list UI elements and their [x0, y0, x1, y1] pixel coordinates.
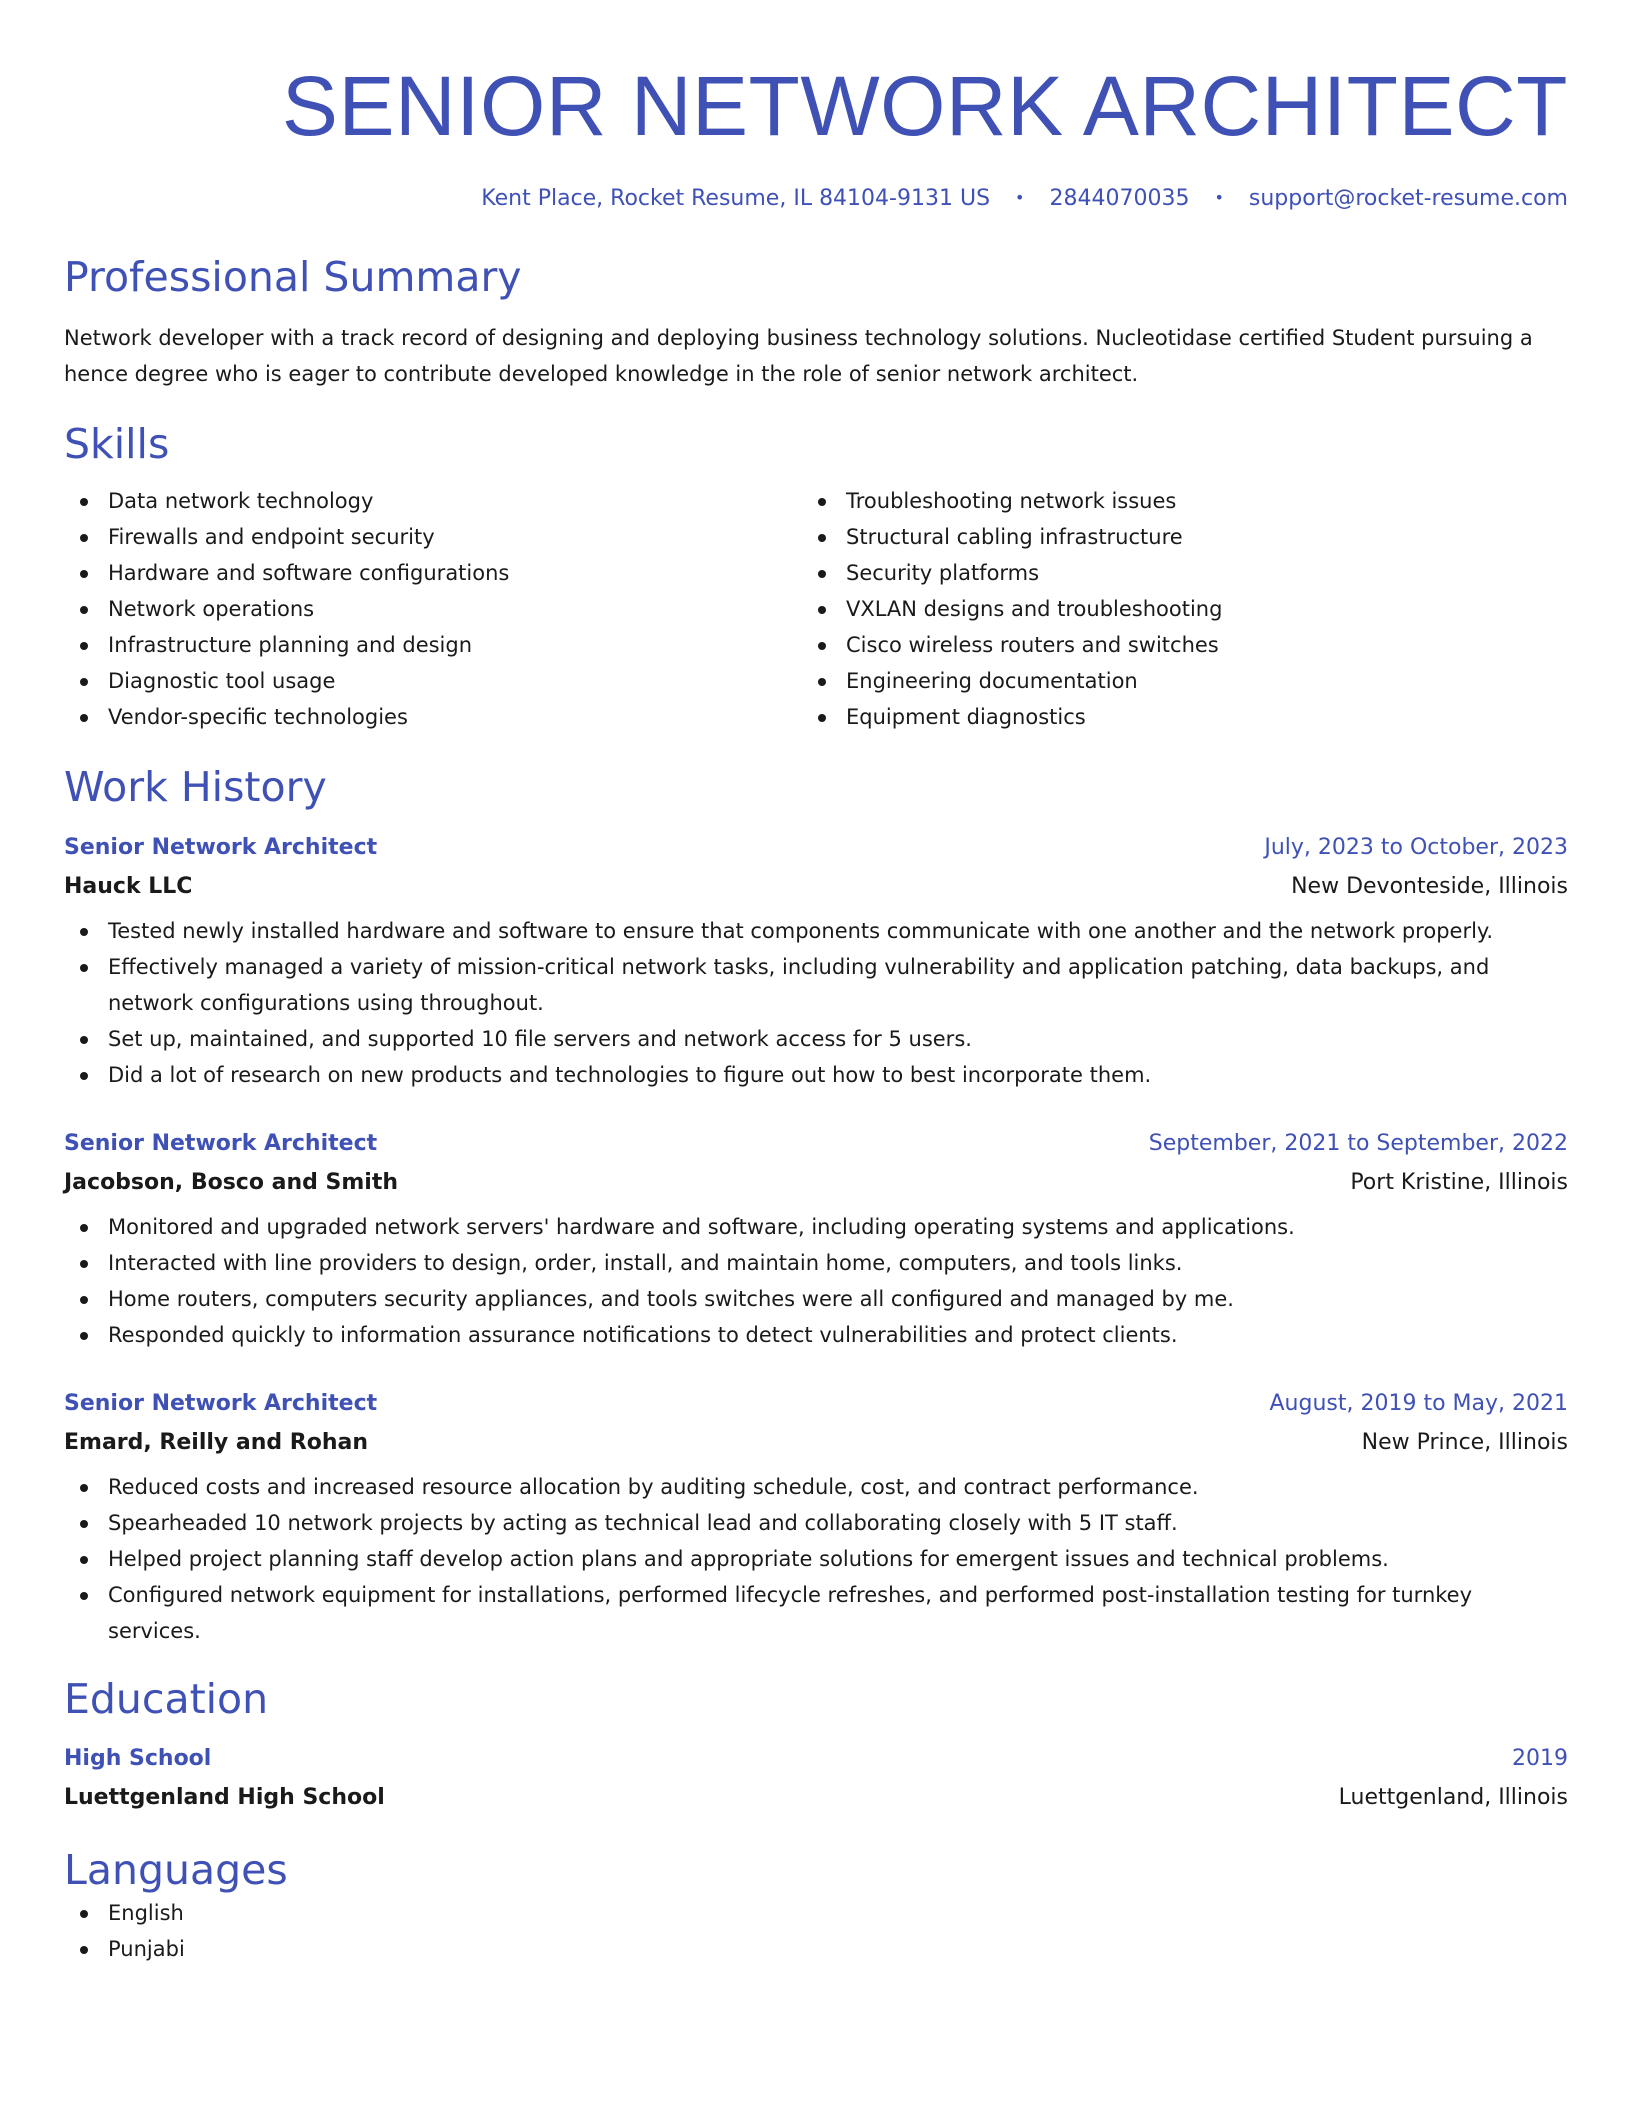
contact-line [64, 186, 1568, 211]
languages-heading: Languages [64, 1845, 288, 1894]
job-bullets [64, 1469, 1568, 1649]
contact-separator: • [1214, 188, 1224, 207]
summary-text: Network developer with a track record of designing and deploying business technology solutions. Nucleotidase certified Student pursuing a hence degree who is eager to contribute developed knowledge in the role of senior network architect. [64, 326, 1533, 387]
language-item: English [64, 1895, 1568, 1931]
job-company-row [64, 874, 1568, 899]
job-location: Port Kristine, Illinois [1350, 1169, 1568, 1195]
contact-address: Kent Place, Rocket Resume, IL 84104-9131 US [481, 186, 991, 211]
skills-list-left [64, 483, 802, 735]
education-school-row [64, 1785, 1568, 1810]
skill-item: Diagnostic tool usage [64, 663, 802, 699]
job-dates: September, 2021 to September, 2022 [1148, 1130, 1568, 1156]
summary-heading: Professional Summary [64, 253, 522, 301]
job-company: Jacobson, Bosco and Smith [64, 1169, 399, 1195]
job-dates: July, 2023 to October, 2023 [1264, 834, 1568, 860]
contact-email: support@rocket-resume.com [1248, 186, 1568, 211]
skill-item: Infrastructure planning and design [64, 627, 802, 663]
job-bullets [64, 1209, 1568, 1353]
job-bullet: Reduced costs and increased resource allocation by auditing schedule, cost, and contract performance. [64, 1469, 1568, 1505]
skill-item: Hardware and software configurations [64, 555, 802, 591]
skill-item: Equipment diagnostics [802, 699, 1568, 735]
job-company: Hauck LLC [64, 873, 193, 899]
job-entry [64, 1131, 1568, 1353]
job-location: New Devonteside, Illinois [1291, 873, 1568, 899]
education-school: Luettgenland High School [64, 1784, 385, 1810]
skill-item: Cisco wireless routers and switches [802, 627, 1568, 663]
skills-grid [64, 483, 1568, 735]
skill-item: Vendor-specific technologies [64, 699, 802, 735]
job-bullet: Set up, maintained, and supported 10 file servers and network access for 5 users. [64, 1021, 1568, 1057]
education-header-row [64, 1746, 1568, 1771]
job-company-row [64, 1430, 1568, 1455]
job-header-row [64, 1131, 1568, 1156]
education-location: Luettgenland, Illinois [1338, 1784, 1568, 1810]
job-header-row [64, 1391, 1568, 1416]
skills-list-right [802, 483, 1568, 735]
job-location: New Prince, Illinois [1361, 1429, 1568, 1455]
job-bullet: Configured network equipment for installations, performed lifecycle refreshes, and performed post-installation testing for turnkey services. [64, 1577, 1568, 1649]
skill-item: Structural cabling infrastructure [802, 519, 1568, 555]
education-entry [64, 1746, 1568, 1810]
job-bullet: Home routers, computers security appliances, and tools switches were all configured and managed by me. [64, 1281, 1568, 1317]
contact-separator: • [1015, 188, 1025, 207]
job-bullet: Did a lot of research on new products and technologies to figure out how to best incorporate them. [64, 1057, 1568, 1093]
job-bullet: Monitored and upgraded network servers' hardware and software, including operating systems and applications. [64, 1209, 1568, 1245]
skills-heading: Skills [64, 420, 170, 469]
job-bullet: Tested newly installed hardware and software to ensure that components communicate with one another and the network properly. [64, 913, 1568, 949]
skill-item: Network operations [64, 591, 802, 627]
job-company: Emard, Reilly and Rohan [64, 1429, 369, 1455]
education-heading: Education [64, 1674, 269, 1723]
job-bullets [64, 913, 1568, 1093]
skill-item: VXLAN designs and troubleshooting [802, 591, 1568, 627]
skill-item: Security platforms [802, 555, 1568, 591]
job-bullet: Responded quickly to information assurance notifications to detect vulnerabilities and protect clients. [64, 1317, 1568, 1353]
job-bullet: Helped project planning staff develop action plans and appropriate solutions for emergent issues and technical problems. [64, 1541, 1568, 1577]
job-entry [64, 1391, 1568, 1649]
job-title: Senior Network Architect [64, 1130, 378, 1156]
job-company-row [64, 1170, 1568, 1195]
job-entry [64, 835, 1568, 1093]
skill-item: Data network technology [64, 483, 802, 519]
education-degree: High School [64, 1745, 212, 1771]
job-title: Senior Network Architect [64, 1390, 378, 1416]
skill-item: Troubleshooting network issues [802, 483, 1568, 519]
job-title: Senior Network Architect [64, 834, 378, 860]
contact-phone: 2844070035 [1049, 186, 1190, 211]
job-header-row [64, 835, 1568, 860]
languages-list [64, 1895, 1568, 1967]
skill-item: Engineering documentation [802, 663, 1568, 699]
work-history-heading: Work History [64, 763, 327, 812]
skill-item: Firewalls and endpoint security [64, 519, 802, 555]
job-bullet: Interacted with line providers to design, order, install, and maintain home, computers, and tools links. [64, 1245, 1568, 1281]
job-bullet: Spearheaded 10 network projects by acting as technical lead and collaborating closely with 5 IT staff. [64, 1505, 1568, 1541]
language-item: Punjabi [64, 1931, 1568, 1967]
job-dates: August, 2019 to May, 2021 [1269, 1390, 1568, 1416]
resume-name-title: SENIOR NETWORK ARCHITECT [281, 59, 1568, 153]
job-bullet: Effectively managed a variety of mission-critical network tasks, including vulnerability and application patching, data backups, and network configurations using throughout. [64, 949, 1568, 1021]
education-year: 2019 [1512, 1745, 1568, 1771]
